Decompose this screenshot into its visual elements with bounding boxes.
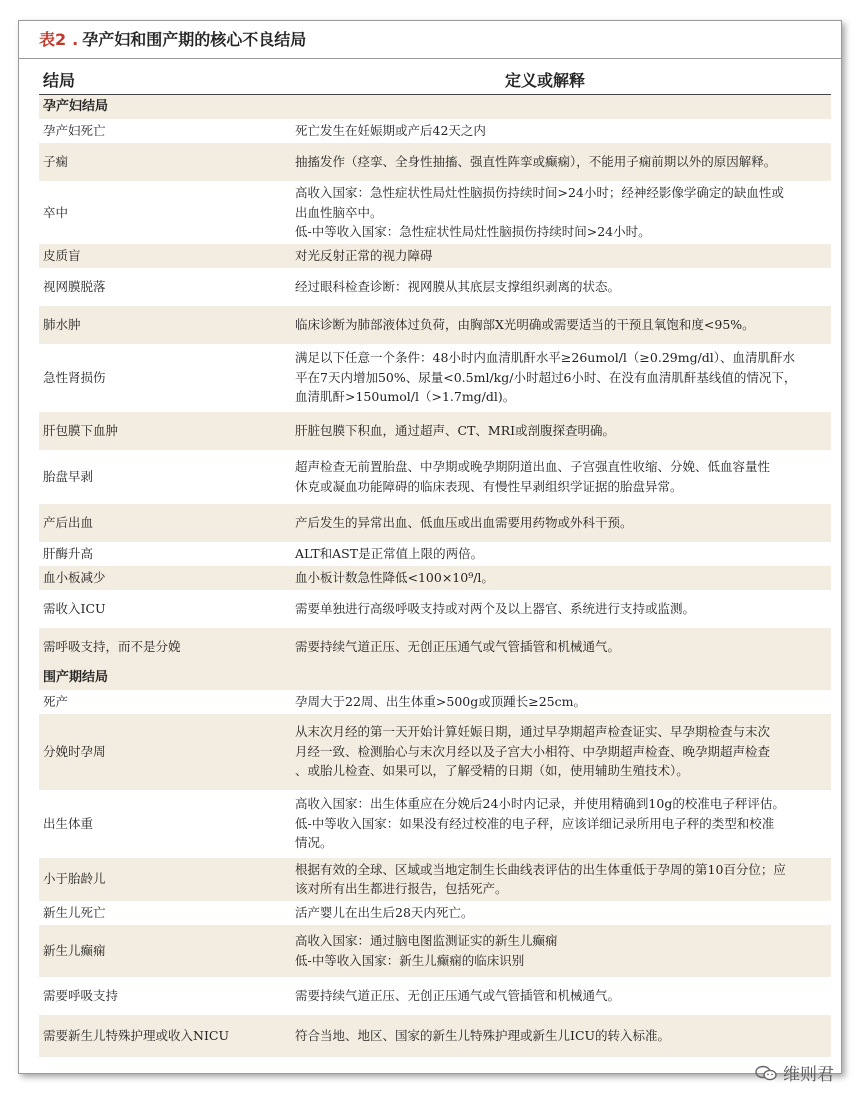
table-row: [39, 268, 831, 306]
table-row: [39, 977, 831, 1015]
outcome-name: 小于胎龄儿: [39, 858, 287, 901]
section-row: [39, 95, 831, 120]
title-dot: .: [72, 30, 79, 49]
watermark: [755, 1060, 834, 1085]
table-row: [39, 901, 831, 925]
definition-line: 对光反射正常的视力障碍: [295, 247, 433, 263]
outcome-definition: [287, 344, 831, 412]
definition-line: 、或胎儿检查、如果可以，了解受精的日期（如，使用辅助生殖技术）。: [295, 763, 689, 779]
table-row: [39, 590, 831, 628]
table-row: [39, 306, 831, 344]
outcome-name: 肝包膜下血肿: [39, 412, 287, 450]
definition-line: 高收入国家：通过脑电图监测证实的新生儿癫痫: [295, 933, 558, 948]
table-frame: [18, 20, 842, 1074]
definition-line: 需要持续气道正压、无创正压通气或气管插管和机械通气。: [295, 638, 621, 654]
outcome-name: 出生体重: [39, 790, 287, 858]
table-title: [19, 21, 841, 59]
table-row: [39, 1015, 831, 1057]
definition-line: 产后发生的异常出血、低血压或出血需要用药物或外科干预。: [295, 514, 633, 530]
table-row: [39, 244, 831, 268]
definition-line: 抽搐发作（痉挛、全身性抽搐、强直性阵挛或癫痫），不能用子痫前期以外的原因解释。: [295, 154, 777, 170]
definition-line: 根据有效的全球、区域或当地定制生长曲线表评估的出生体重低于孕周的第10百分位；应: [295, 861, 786, 877]
definition-line: 高收入国家：出生体重应在分娩后24小时内记录，并使用精确到10g的校准电子秤评估。: [295, 796, 785, 812]
outcome-definition: [287, 925, 831, 977]
definition-line: 经过眼科检查诊断：视网膜从其底层支撑组织剥离的状态。: [295, 278, 621, 294]
outcome-name: 子痫: [39, 143, 287, 181]
definition-line: 月经一致、检测胎心与末次月经以及子宫大小相符、中孕期超声检查、晚孕期超声检查: [295, 743, 771, 759]
outcome-definition: [287, 1015, 831, 1057]
section-title: 围产期结局: [39, 666, 831, 690]
definition-line: 低-中等收入国家：新生儿癫痫的临床识别: [295, 952, 525, 968]
outcome-name: 急性肾损伤: [39, 344, 287, 412]
table-title-text: 孕产妇和围产期的核心不良结局: [82, 30, 307, 49]
outcome-definition: [287, 143, 831, 181]
outcome-definition: [287, 504, 831, 542]
table-row: [39, 181, 831, 244]
outcome-name: 血小板减少: [39, 566, 287, 590]
outcome-definition: [287, 542, 831, 566]
table-row: [39, 714, 831, 790]
table-row: [39, 344, 831, 412]
outcome-definition: [287, 628, 831, 666]
outcome-definition: [287, 119, 831, 143]
outcome-definition: [287, 590, 831, 628]
definition-line: 出血性脑卒中。: [295, 204, 383, 220]
outcome-definition: [287, 714, 831, 790]
definition-line: 超声检查无前置胎盘、中孕期或晚孕期阴道出血、子宫强直性收缩、分娩、低血容量性: [295, 459, 771, 474]
definition-line: 需要单独进行高级呼吸支持或对两个及以上器官、系统进行支持或监测。: [295, 600, 696, 616]
header-outcome: 结局: [39, 64, 287, 95]
table-number: 表2: [39, 30, 67, 49]
wechat-icon: [755, 1065, 777, 1081]
watermark-text: 维则君: [783, 1065, 834, 1085]
table-row: [39, 119, 831, 143]
header-definition: 定义或解释: [287, 64, 831, 95]
outcome-name: 需收入ICU: [39, 590, 287, 628]
outcome-definition: [287, 181, 831, 244]
outcome-definition: [287, 450, 831, 504]
outcome-name: 产后出血: [39, 504, 287, 542]
outcome-name: 需要呼吸支持: [39, 977, 287, 1015]
outcome-name: 新生儿癫痫: [39, 925, 287, 977]
table-row: [39, 790, 831, 858]
outcome-name: 胎盘早剥: [39, 450, 287, 504]
outcome-definition: [287, 790, 831, 858]
outcome-name: 皮质盲: [39, 244, 287, 268]
outcome-definition: [287, 268, 831, 306]
outcome-name: 需呼吸支持，而不是分娩: [39, 628, 287, 666]
section-row: [39, 666, 831, 690]
table-row: [39, 566, 831, 590]
definition-line: ALT和AST是正常值上限的两倍。: [295, 545, 484, 561]
table-row: [39, 858, 831, 901]
definition-line: 低-中等收入国家：急性症状性局灶性脑损伤持续时间>24小时。: [295, 224, 651, 239]
table-header-row: [39, 64, 831, 95]
outcome-definition: [287, 412, 831, 450]
definition-line: 肝脏包膜下积血，通过超声、CT、MRI或剖腹探查明确。: [295, 422, 616, 438]
definition-line: 临床诊断为肺部液体过负荷，由胸部X光明确或需要适当的干预且氧饱和度<95%。: [295, 316, 755, 332]
outcome-name: 视网膜脱落: [39, 268, 287, 306]
definition-line: 孕周大于22周、出生体重>500g或顶踵长≥25cm。: [295, 693, 586, 709]
outcome-name: 孕产妇死亡: [39, 119, 287, 143]
outcome-name: 死产: [39, 690, 287, 714]
definition-line: 满足以下任意一个条件：48小时内血清肌酐水平≥26umol/l（≥0.29mg/dl）、血清肌酐水: [295, 350, 796, 366]
table-row: [39, 628, 831, 666]
table-row: [39, 504, 831, 542]
definition-line: 需要持续气道正压、无创正压通气或气管插管和机械通气。: [295, 987, 621, 1003]
outcome-definition: [287, 306, 831, 344]
outcome-name: 肝酶升高: [39, 542, 287, 566]
table-row: [39, 412, 831, 450]
table-row: [39, 450, 831, 504]
definition-line: 符合当地、地区、国家的新生儿特殊护理或新生儿ICU的转入标准。: [295, 1027, 671, 1043]
outcome-name: 分娩时孕周: [39, 714, 287, 790]
outcome-definition: [287, 244, 831, 268]
section-title: 孕产妇结局: [39, 95, 831, 120]
definition-line: 血清肌酐>150umol/l（>1.7mg/dl)。: [295, 389, 516, 405]
table-row: [39, 925, 831, 977]
definition-line: 平在7天内增加50%、尿量<0.5ml/kg/小时超过6小时、在没有血清肌酐基线值的情况下，: [295, 369, 797, 385]
outcome-name: 需要新生儿特殊护理或收入NICU: [39, 1015, 287, 1057]
outcome-definition: [287, 901, 831, 925]
outcome-name: 卒中: [39, 181, 287, 244]
outcome-name: 新生儿死亡: [39, 901, 287, 925]
definition-line: 休克或凝血功能障碍的临床表现、有慢性早剥组织学证据的胎盘异常。: [295, 478, 683, 494]
outcome-definition: [287, 858, 831, 901]
outcome-definition: [287, 566, 831, 590]
table-row: [39, 690, 831, 714]
outcome-name: 肺水肿: [39, 306, 287, 344]
outcome-definition: [287, 690, 831, 714]
table-row: [39, 542, 831, 566]
definition-line: 情况。: [295, 835, 333, 851]
definition-line: 低-中等收入国家：如果没有经过校准的电子秤，应该详细记录所用电子秤的类型和校准: [295, 815, 775, 831]
table-row: [39, 143, 831, 181]
definition-line: 死亡发生在妊娠期或产后42天之内: [295, 123, 486, 139]
definition-line: 高收入国家：急性症状性局灶性脑损伤持续时间>24小时；经神经影像学确定的缺血性或: [295, 185, 784, 200]
definition-line: 活产婴儿在出生后28天内死亡。: [295, 904, 474, 920]
definition-line: 该对所有出生都进行报告，包括死产。: [295, 881, 508, 896]
definition-line: 从末次月经的第一天开始计算妊娠日期，通过早孕期超声检查证实、早孕期检查与末次: [295, 724, 771, 740]
definition-line: 血小板计数急性降低<100×10⁹/l。: [295, 569, 494, 585]
outcomes-table: [39, 64, 831, 1057]
outcome-definition: [287, 977, 831, 1015]
